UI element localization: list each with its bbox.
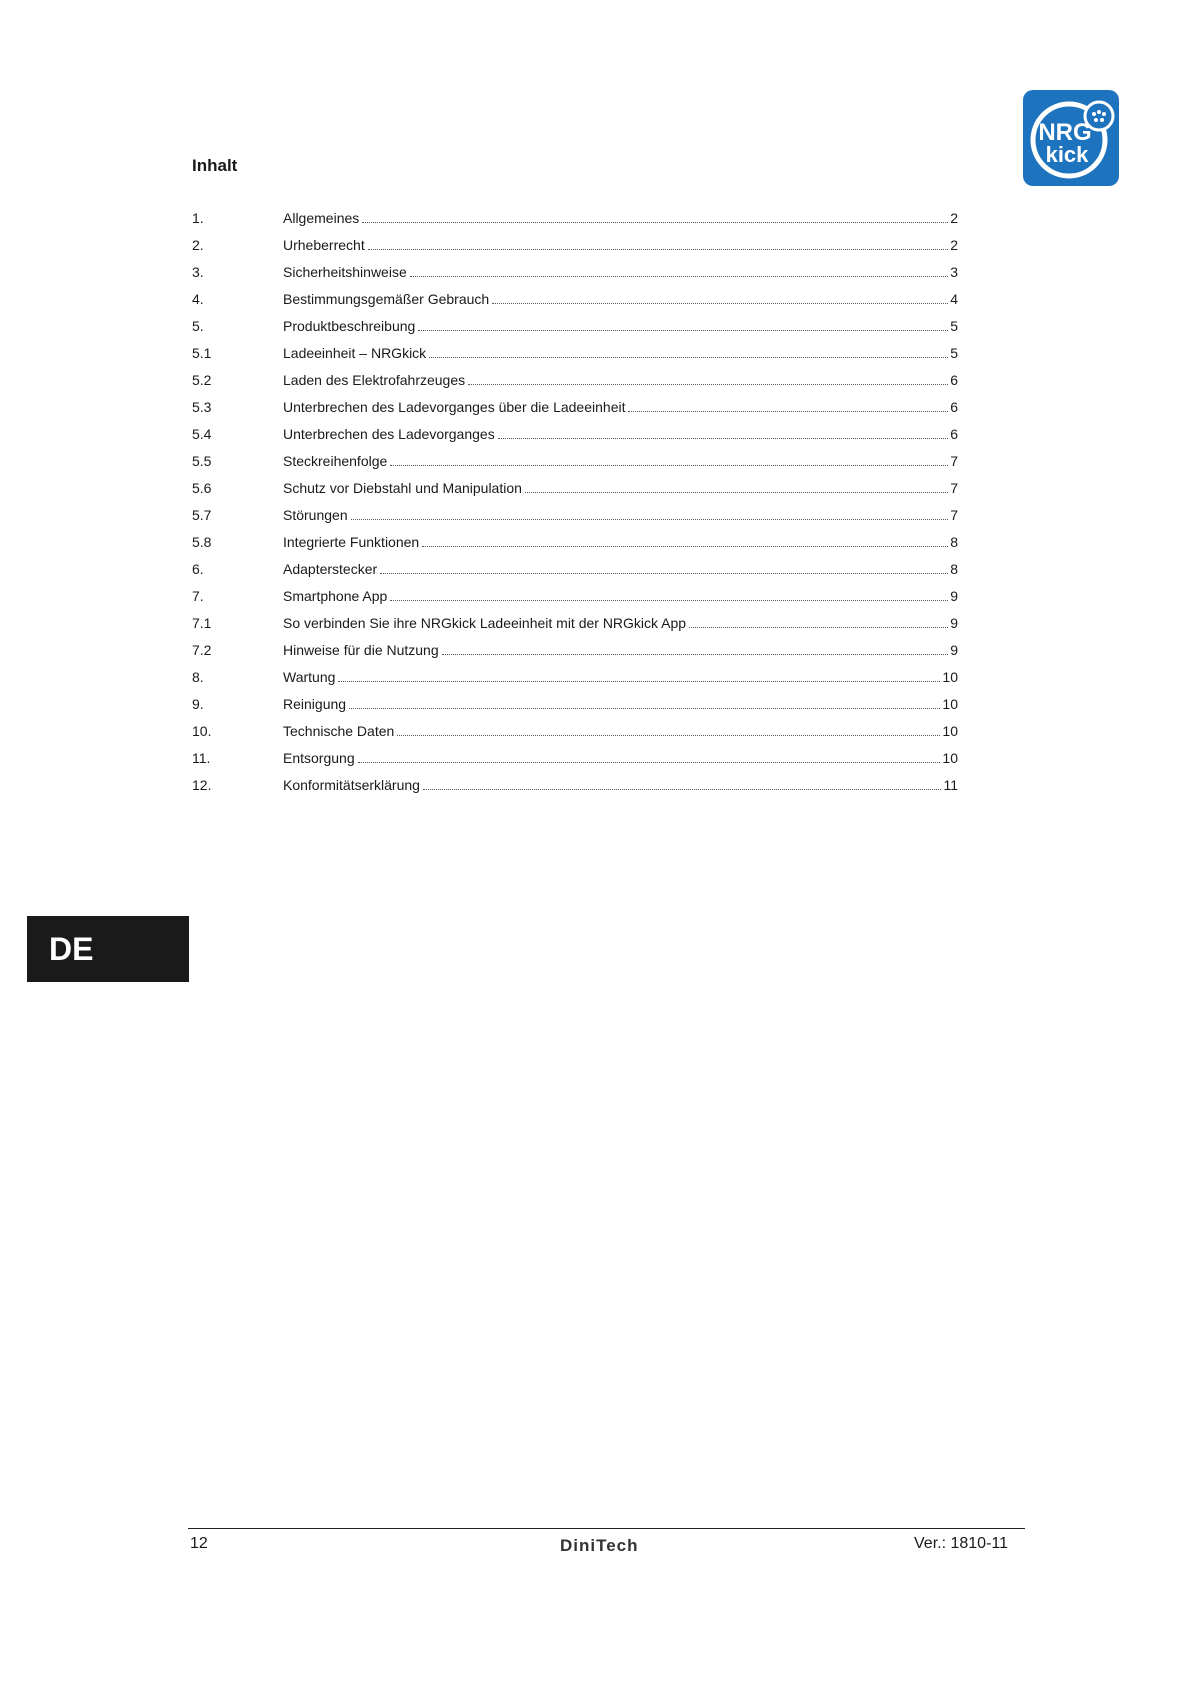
toc-entry-number: 4. (192, 291, 204, 307)
toc-entry[interactable] (192, 750, 958, 777)
toc-entry-leader (442, 654, 949, 655)
toc-entry-title: Steckreihenfolge (283, 453, 388, 469)
toc-entry-number: 7. (192, 588, 204, 604)
page-title: Inhalt (192, 156, 238, 175)
toc-entry-page: 4 (950, 291, 958, 307)
toc-entry-page: 10 (942, 669, 958, 685)
logo-line1: NRG (1038, 119, 1092, 146)
toc-entry-page: 2 (950, 237, 958, 253)
toc-entry[interactable] (192, 318, 958, 345)
toc-entry-title: Unterbrechen des Ladevorganges über die Ladeeinheit (283, 399, 626, 415)
toc-entry-number: 6. (192, 561, 204, 577)
toc-entry-number: 5.7 (192, 507, 212, 523)
toc-entry-leader (498, 438, 949, 439)
toc-entry[interactable] (192, 615, 958, 642)
toc-entry-leader (351, 519, 949, 520)
toc-entry-number: 7.2 (192, 642, 212, 658)
toc-entry-number: 8. (192, 669, 204, 685)
toc-entry[interactable] (192, 561, 958, 588)
toc-entry-leader (380, 573, 948, 574)
toc-entry[interactable] (192, 696, 958, 723)
toc-entry-page: 7 (950, 453, 958, 469)
toc-entry-page: 8 (950, 534, 958, 550)
footer-brand-logo: DiniTech (560, 1536, 639, 1555)
toc-entry-leader (397, 735, 940, 736)
toc-entry-page: 3 (950, 264, 958, 280)
toc-entry[interactable] (192, 210, 958, 237)
toc-entry-number: 12. (192, 777, 212, 793)
toc-entry[interactable] (192, 291, 958, 318)
toc-entry-number: 10. (192, 723, 212, 739)
table-of-contents (192, 210, 958, 804)
toc-entry-title: Laden des Elektrofahrzeuges (283, 372, 466, 388)
toc-entry-number: 5. (192, 318, 204, 334)
language-tab: DE (27, 916, 189, 982)
toc-entry-title: Smartphone App (283, 588, 388, 604)
toc-entry-title: Entsorgung (283, 750, 355, 766)
toc-entry-page: 9 (950, 588, 958, 604)
toc-entry-page: 6 (950, 372, 958, 388)
toc-entry-number: 5.1 (192, 345, 212, 361)
toc-entry-title: So verbinden Sie ihre NRGkick Ladeeinheit mit der NRGkick App (283, 615, 687, 631)
toc-entry-title: Technische Daten (283, 723, 395, 739)
toc-entry[interactable] (192, 264, 958, 291)
nrgkick-logo (1023, 90, 1119, 186)
toc-entry-leader (468, 384, 948, 385)
toc-entry-leader (422, 546, 948, 547)
toc-entry[interactable] (192, 723, 958, 750)
toc-entry-number: 5.4 (192, 426, 212, 442)
toc-entry-page: 10 (942, 750, 958, 766)
toc-entry-page: 5 (950, 345, 958, 361)
footer-divider (188, 1528, 1025, 1529)
toc-entry[interactable] (192, 588, 958, 615)
toc-entry-leader (689, 627, 948, 628)
toc-entry-leader (628, 411, 948, 412)
toc-entry-title: Konformitätserklärung (283, 777, 420, 793)
toc-entry-title: Störungen (283, 507, 348, 523)
footer-version: Ver.: 1810-11 (914, 1535, 1008, 1552)
toc-entry-page: 7 (950, 480, 958, 496)
nrgkick-logo-icon (1023, 90, 1119, 186)
toc-entry[interactable] (192, 453, 958, 480)
logo-line2: kick (1045, 142, 1089, 167)
toc-entry[interactable] (192, 507, 958, 534)
toc-entry-page: 6 (950, 399, 958, 415)
toc-entry-title: Allgemeines (283, 210, 360, 226)
toc-entry-number: 1. (192, 210, 204, 226)
toc-entry-page: 5 (950, 318, 958, 334)
toc-entry-page: 10 (942, 723, 958, 739)
toc-entry-leader (423, 789, 942, 790)
toc-entry-title: Wartung (283, 669, 336, 685)
toc-entry-leader (410, 276, 948, 277)
toc-entry-number: 5.3 (192, 399, 212, 415)
toc-entry-leader (429, 357, 948, 358)
toc-entry-number: 9. (192, 696, 204, 712)
toc-entry[interactable] (192, 777, 958, 804)
toc-entry-title: Produktbeschreibung (283, 318, 416, 334)
toc-entry-title: Integrierte Funktionen (283, 534, 420, 550)
toc-entry-title: Bestimmungsgemäßer Gebrauch (283, 291, 490, 307)
toc-entry-leader (418, 330, 948, 331)
footer-page-number: 12 (190, 1535, 208, 1552)
toc-entry-title: Hinweise für die Nutzung (283, 642, 439, 658)
toc-entry-title: Adapterstecker (283, 561, 378, 577)
toc-entry-leader (492, 303, 948, 304)
toc-entry-page: 10 (942, 696, 958, 712)
toc-entry-leader (362, 222, 948, 223)
toc-entry-number: 11. (192, 750, 211, 766)
toc-entry-number: 5.5 (192, 453, 212, 469)
toc-entry-leader (358, 762, 941, 763)
toc-entry[interactable] (192, 345, 958, 372)
toc-entry[interactable] (192, 426, 958, 453)
toc-entry-page: 6 (950, 426, 958, 442)
toc-entry[interactable] (192, 399, 958, 426)
toc-entry[interactable] (192, 534, 958, 561)
toc-entry-page: 7 (950, 507, 958, 523)
toc-entry-page: 9 (950, 642, 958, 658)
toc-entry-title: Unterbrechen des Ladevorganges (283, 426, 495, 442)
toc-entry-page: 2 (950, 210, 958, 226)
toc-entry-number: 7.1 (192, 615, 212, 631)
toc-entry-leader (390, 465, 948, 466)
toc-entry[interactable] (192, 372, 958, 399)
toc-entry[interactable] (192, 480, 958, 507)
toc-entry-number: 3. (192, 264, 204, 280)
toc-entry[interactable] (192, 669, 958, 696)
toc-entry-title: Sicherheitshinweise (283, 264, 407, 280)
toc-entry-number: 2. (192, 237, 204, 253)
toc-entry-number: 5.6 (192, 480, 212, 496)
toc-entry-title: Urheberrecht (283, 237, 365, 253)
toc-entry-page: 9 (950, 615, 958, 631)
toc-entry-page: 8 (950, 561, 958, 577)
toc-entry-leader (368, 249, 949, 250)
toc-entry-number: 5.2 (192, 372, 212, 388)
toc-entry-title: Ladeeinheit – NRGkick (283, 345, 427, 361)
toc-entry-leader (349, 708, 940, 709)
toc-entry-leader (338, 681, 940, 682)
toc-entry-title: Reinigung (283, 696, 347, 712)
toc-entry-title: Schutz vor Diebstahl und Manipulation (283, 480, 522, 496)
toc-entry-leader (390, 600, 948, 601)
toc-entry-page: 11 (943, 777, 958, 793)
toc-entry[interactable] (192, 237, 958, 264)
toc-entry-leader (525, 492, 948, 493)
toc-entry-number: 5.8 (192, 534, 212, 550)
toc-entry[interactable] (192, 642, 958, 669)
